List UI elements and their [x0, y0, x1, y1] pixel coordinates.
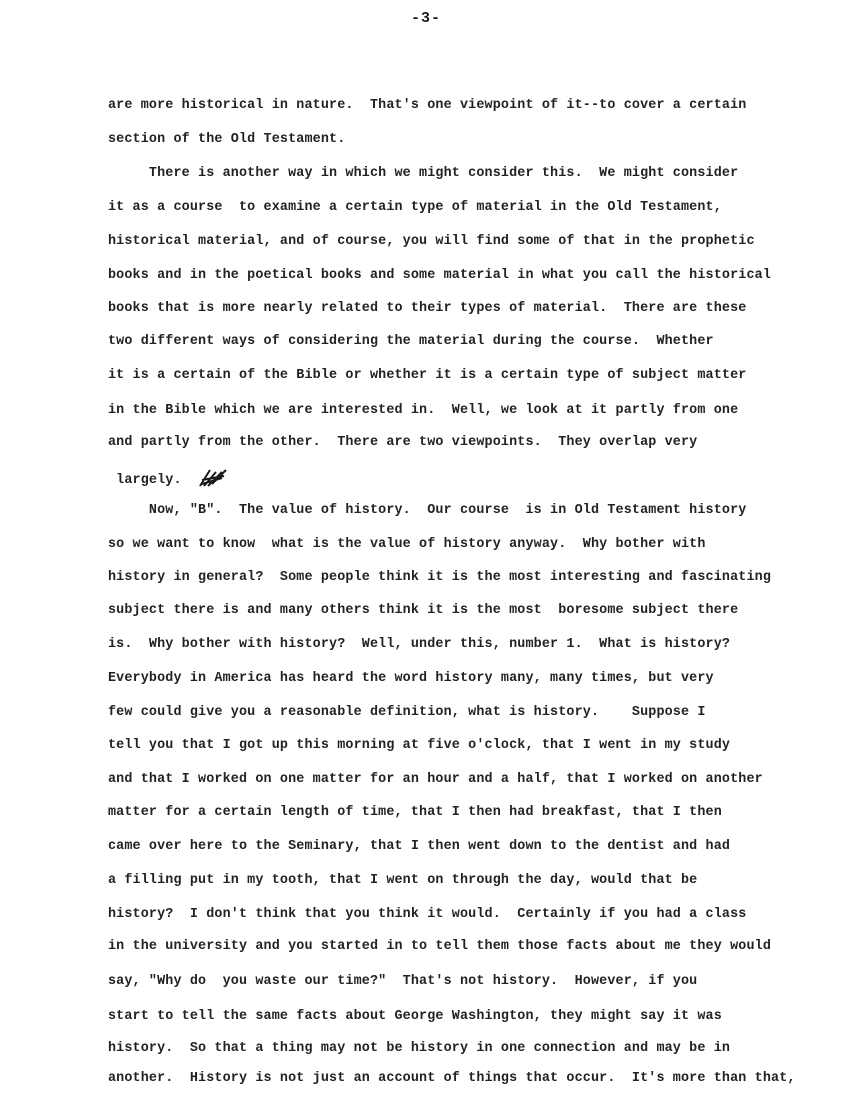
text-line: two different ways of considering the material during the course. Whether [108, 334, 714, 349]
text-line: There is another way in which we might consider this. We might consider [108, 166, 739, 181]
text-line: few could give you a reasonable definition, what is history. Suppose I [108, 705, 706, 720]
text-line: start to tell the same facts about George Washington, they might say it was [108, 1009, 722, 1024]
text-line: another. History is not just an account of things that occur. It's more than that, [108, 1071, 796, 1086]
text-line: is. Why bother with history? Well, under this, number 1. What is history? [108, 637, 731, 652]
text-line: so we want to know what is the value of history anyway. Why bother with [108, 537, 706, 552]
text-line: and partly from the other. There are two viewpoints. They overlap very [108, 435, 698, 450]
text-line: history in general? Some people think it is the most interesting and fascinating [108, 570, 772, 585]
text-line: are more historical in nature. That's one viewpoint of it--to cover a certain [108, 98, 747, 113]
text-line: in the Bible which we are interested in. Well, we look at it partly from one [108, 403, 739, 418]
text-line: Now, "B". The value of history. Our course is in Old Testament history [108, 503, 747, 518]
page-number: -3- [410, 10, 441, 27]
text-line: and that I worked on one matter for an hour and a half, that I worked on another [108, 772, 763, 787]
text-line: came over here to the Seminary, that I then went down to the dentist and had [108, 839, 731, 854]
text-line: matter for a certain length of time, that I then had breakfast, that I then [108, 805, 722, 820]
text-line: it is a certain of the Bible or whether it is a certain type of subject matter [108, 368, 747, 383]
text-line: books that is more nearly related to their types of material. There are these [108, 301, 747, 316]
text-line: in the university and you started in to tell them those facts about me they would [108, 939, 772, 954]
text-line: a filling put in my tooth, that I went on through the day, would that be [108, 873, 698, 888]
text-line: it as a course to examine a certain type of material in the Old Testament, [108, 200, 722, 215]
text-line: history. So that a thing may not be history in one connection and may be in [108, 1041, 731, 1056]
text-line: tell you that I got up this morning at five o'clock, that I went in my study [108, 738, 731, 753]
text-line: section of the Old Testament. [108, 132, 346, 147]
text-line: subject there is and many others think it is the most boresome subject there [108, 603, 739, 618]
text-line: say, "Why do you waste our time?" That's not history. However, if you [108, 974, 698, 989]
text-line: books and in the poetical books and some material in what you call the historical [108, 268, 772, 283]
handwritten-scribble-mark [196, 466, 230, 490]
text-line: historical material, and of course, you will find some of that in the prophetic [108, 234, 755, 249]
text-line: history? I don't think that you think it would. Certainly if you had a class [108, 907, 747, 922]
text-line: Everybody in America has heard the word history many, many times, but very [108, 671, 714, 686]
text-line: largely. [108, 473, 182, 488]
